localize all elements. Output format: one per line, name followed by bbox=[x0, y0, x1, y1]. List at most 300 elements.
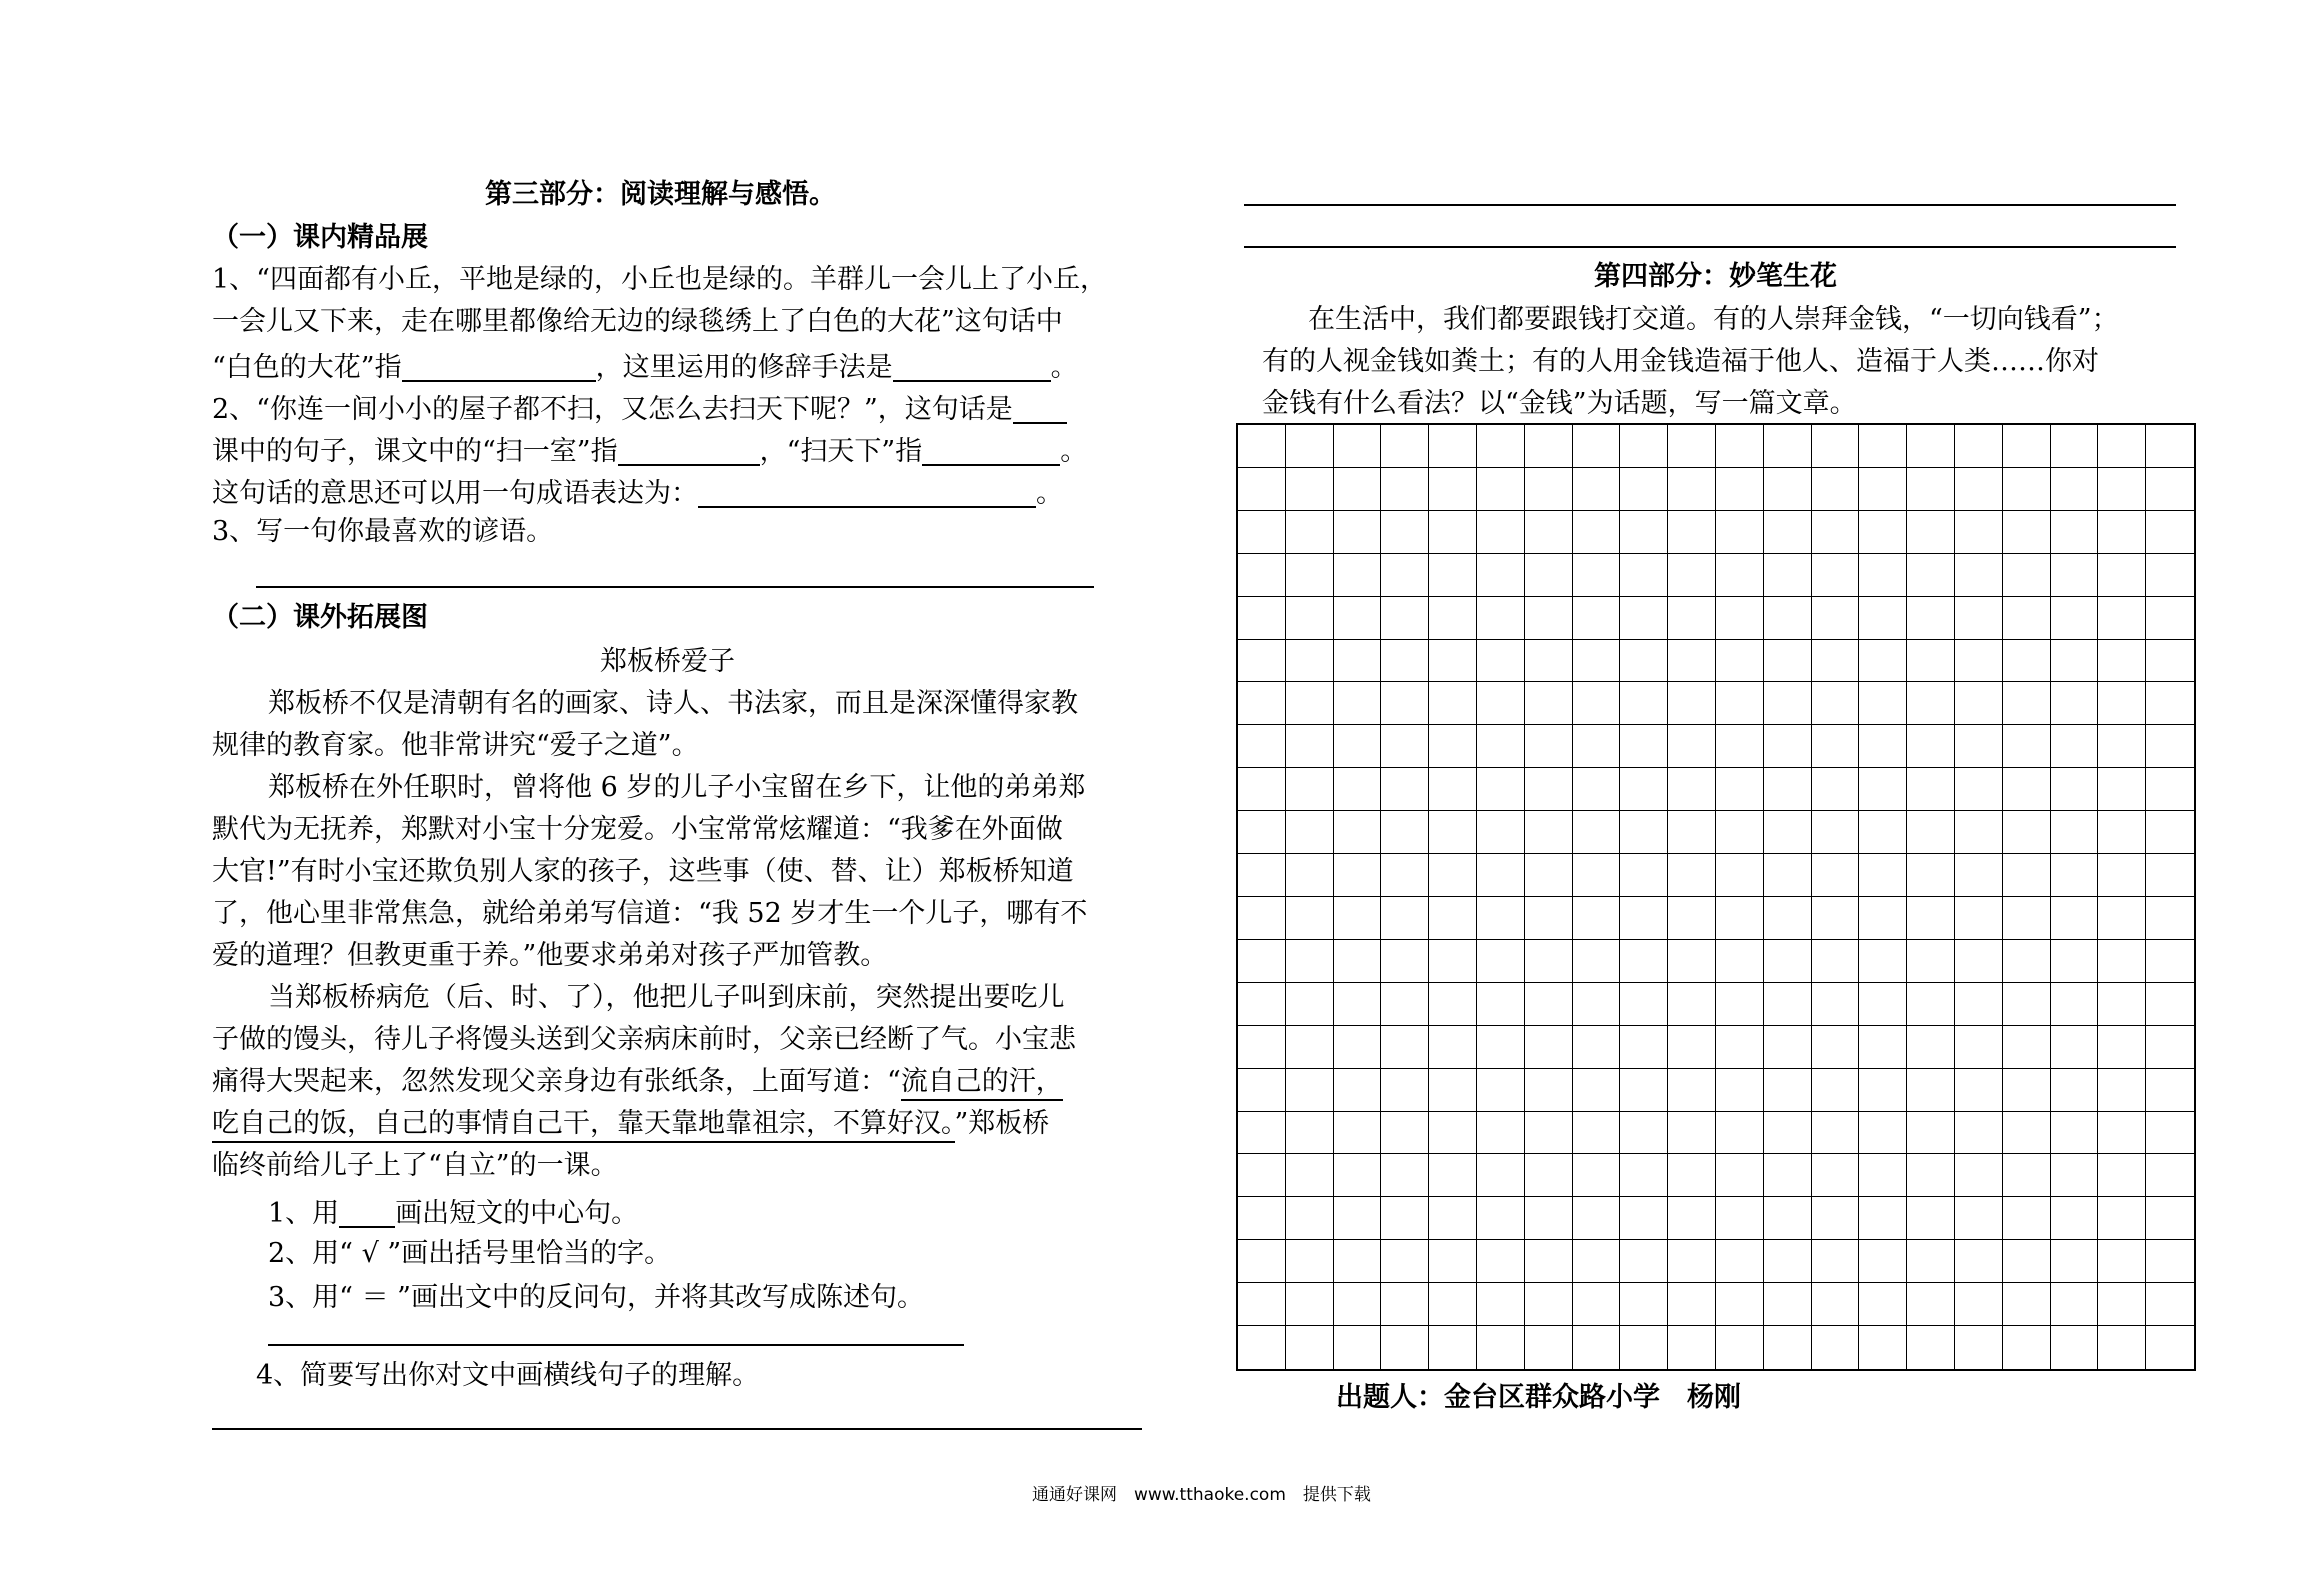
grid-cell[interactable] bbox=[1238, 1112, 1286, 1155]
grid-cell[interactable] bbox=[1716, 1326, 1764, 1369]
grid-cell[interactable] bbox=[2003, 1026, 2051, 1069]
grid-cell[interactable] bbox=[1525, 468, 1573, 511]
grid-cell[interactable] bbox=[2098, 1240, 2146, 1283]
grid-cell[interactable] bbox=[1955, 1283, 2003, 1326]
answer-line-continued-1[interactable] bbox=[1244, 204, 2176, 206]
grid-cell[interactable] bbox=[2051, 1326, 2099, 1369]
grid-cell[interactable] bbox=[1573, 640, 1621, 683]
grid-cell[interactable] bbox=[2051, 1026, 2099, 1069]
grid-cell[interactable] bbox=[1668, 597, 1716, 640]
grid-cell[interactable] bbox=[2051, 983, 2099, 1026]
grid-cell[interactable] bbox=[1286, 1026, 1334, 1069]
grid-cell[interactable] bbox=[1573, 983, 1621, 1026]
grid-cell[interactable] bbox=[1620, 897, 1668, 940]
grid-cell[interactable] bbox=[1716, 554, 1764, 597]
grid-cell[interactable] bbox=[1812, 1283, 1860, 1326]
grid-cell[interactable] bbox=[1859, 1197, 1907, 1240]
grid-cell[interactable] bbox=[1716, 768, 1764, 811]
grid-cell[interactable] bbox=[1668, 468, 1716, 511]
grid-cell[interactable] bbox=[1477, 468, 1525, 511]
grid-cell[interactable] bbox=[1286, 725, 1334, 768]
grid-cell[interactable] bbox=[1381, 1154, 1429, 1197]
grid-cell[interactable] bbox=[2051, 1197, 2099, 1240]
grid-cell[interactable] bbox=[2051, 725, 2099, 768]
grid-cell[interactable] bbox=[1620, 1026, 1668, 1069]
grid-cell[interactable] bbox=[1716, 640, 1764, 683]
grid-cell[interactable] bbox=[1429, 511, 1477, 554]
grid-cell[interactable] bbox=[2003, 811, 2051, 854]
grid-cell[interactable] bbox=[2003, 597, 2051, 640]
grid-cell[interactable] bbox=[1955, 682, 2003, 725]
grid-cell[interactable] bbox=[1907, 1154, 1955, 1197]
answer-blank-idiom[interactable] bbox=[698, 476, 1036, 508]
grid-cell[interactable] bbox=[2003, 983, 2051, 1026]
grid-cell[interactable] bbox=[1859, 1240, 1907, 1283]
grid-cell[interactable] bbox=[2146, 1154, 2194, 1197]
grid-cell[interactable] bbox=[1381, 468, 1429, 511]
grid-cell[interactable] bbox=[2003, 1154, 2051, 1197]
grid-cell[interactable] bbox=[1859, 1283, 1907, 1326]
grid-cell[interactable] bbox=[1668, 511, 1716, 554]
grid-cell[interactable] bbox=[1812, 983, 1860, 1026]
grid-cell[interactable] bbox=[1955, 1326, 2003, 1369]
grid-cell[interactable] bbox=[1620, 1112, 1668, 1155]
grid-cell[interactable] bbox=[1238, 640, 1286, 683]
grid-cell[interactable] bbox=[1238, 768, 1286, 811]
grid-cell[interactable] bbox=[1620, 1283, 1668, 1326]
grid-cell[interactable] bbox=[1238, 854, 1286, 897]
grid-cell[interactable] bbox=[2051, 1069, 2099, 1112]
grid-cell[interactable] bbox=[1573, 725, 1621, 768]
grid-cell[interactable] bbox=[1668, 682, 1716, 725]
grid-cell[interactable] bbox=[1573, 554, 1621, 597]
grid-cell[interactable] bbox=[2098, 983, 2146, 1026]
grid-cell[interactable] bbox=[1477, 1026, 1525, 1069]
grid-cell[interactable] bbox=[2003, 511, 2051, 554]
grid-cell[interactable] bbox=[1334, 682, 1382, 725]
grid-cell[interactable] bbox=[1429, 554, 1477, 597]
grid-cell[interactable] bbox=[1955, 554, 2003, 597]
grid-cell[interactable] bbox=[1668, 768, 1716, 811]
grid-cell[interactable] bbox=[2003, 640, 2051, 683]
grid-cell[interactable] bbox=[1477, 1069, 1525, 1112]
grid-cell[interactable] bbox=[2098, 897, 2146, 940]
grid-cell[interactable] bbox=[1764, 940, 1812, 983]
grid-cell[interactable] bbox=[2146, 682, 2194, 725]
grid-cell[interactable] bbox=[1381, 640, 1429, 683]
grid-cell[interactable] bbox=[1429, 425, 1477, 468]
grid-cell[interactable] bbox=[1955, 768, 2003, 811]
grid-cell[interactable] bbox=[1716, 897, 1764, 940]
grid-cell[interactable] bbox=[1429, 1026, 1477, 1069]
answer-line-understanding[interactable] bbox=[212, 1428, 1142, 1430]
grid-cell[interactable] bbox=[1716, 811, 1764, 854]
grid-cell[interactable] bbox=[1334, 854, 1382, 897]
grid-cell[interactable] bbox=[1525, 511, 1573, 554]
grid-cell[interactable] bbox=[1573, 1026, 1621, 1069]
grid-cell[interactable] bbox=[2051, 1112, 2099, 1155]
grid-cell[interactable] bbox=[1907, 768, 1955, 811]
grid-cell[interactable] bbox=[1812, 468, 1860, 511]
grid-cell[interactable] bbox=[2051, 811, 2099, 854]
grid-cell[interactable] bbox=[1716, 725, 1764, 768]
grid-cell[interactable] bbox=[1429, 1112, 1477, 1155]
grid-cell[interactable] bbox=[2051, 940, 2099, 983]
grid-cell[interactable] bbox=[1812, 897, 1860, 940]
grid-cell[interactable] bbox=[1859, 768, 1907, 811]
grid-cell[interactable] bbox=[1477, 640, 1525, 683]
grid-cell[interactable] bbox=[2146, 425, 2194, 468]
grid-cell[interactable] bbox=[1525, 425, 1573, 468]
grid-cell[interactable] bbox=[1859, 854, 1907, 897]
grid-cell[interactable] bbox=[2146, 1326, 2194, 1369]
grid-cell[interactable] bbox=[1907, 854, 1955, 897]
grid-cell[interactable] bbox=[1859, 1026, 1907, 1069]
grid-cell[interactable] bbox=[2098, 682, 2146, 725]
grid-cell[interactable] bbox=[1573, 897, 1621, 940]
grid-cell[interactable] bbox=[2003, 1197, 2051, 1240]
grid-cell[interactable] bbox=[1429, 597, 1477, 640]
grid-cell[interactable] bbox=[2003, 725, 2051, 768]
grid-cell[interactable] bbox=[1525, 1154, 1573, 1197]
grid-cell[interactable] bbox=[1238, 897, 1286, 940]
grid-cell[interactable] bbox=[1907, 811, 1955, 854]
grid-cell[interactable] bbox=[1907, 1026, 1955, 1069]
grid-cell[interactable] bbox=[1334, 1240, 1382, 1283]
grid-cell[interactable] bbox=[1477, 897, 1525, 940]
grid-cell[interactable] bbox=[1334, 597, 1382, 640]
grid-cell[interactable] bbox=[1429, 1197, 1477, 1240]
grid-cell[interactable] bbox=[1955, 1154, 2003, 1197]
grid-cell[interactable] bbox=[1429, 1326, 1477, 1369]
grid-cell[interactable] bbox=[1429, 725, 1477, 768]
grid-cell[interactable] bbox=[1525, 768, 1573, 811]
grid-cell[interactable] bbox=[1859, 725, 1907, 768]
grid-cell[interactable] bbox=[1764, 1240, 1812, 1283]
grid-cell[interactable] bbox=[1620, 554, 1668, 597]
grid-cell[interactable] bbox=[1477, 725, 1525, 768]
grid-cell[interactable] bbox=[1859, 468, 1907, 511]
grid-cell[interactable] bbox=[1573, 1240, 1621, 1283]
grid-cell[interactable] bbox=[1907, 640, 1955, 683]
grid-cell[interactable] bbox=[2146, 1197, 2194, 1240]
grid-cell[interactable] bbox=[1286, 1197, 1334, 1240]
grid-cell[interactable] bbox=[1764, 1154, 1812, 1197]
grid-cell[interactable] bbox=[1955, 1240, 2003, 1283]
grid-cell[interactable] bbox=[1286, 425, 1334, 468]
grid-cell[interactable] bbox=[1812, 854, 1860, 897]
grid-cell[interactable] bbox=[1668, 1154, 1716, 1197]
grid-cell[interactable] bbox=[2146, 1112, 2194, 1155]
grid-cell[interactable] bbox=[1955, 897, 2003, 940]
grid-cell[interactable] bbox=[1859, 1154, 1907, 1197]
grid-cell[interactable] bbox=[1907, 468, 1955, 511]
grid-cell[interactable] bbox=[1286, 811, 1334, 854]
grid-cell[interactable] bbox=[2098, 554, 2146, 597]
grid-cell[interactable] bbox=[2098, 1326, 2146, 1369]
grid-cell[interactable] bbox=[1859, 597, 1907, 640]
grid-cell[interactable] bbox=[1573, 1112, 1621, 1155]
grid-cell[interactable] bbox=[1668, 1026, 1716, 1069]
grid-cell[interactable] bbox=[1859, 1326, 1907, 1369]
grid-cell[interactable] bbox=[2146, 940, 2194, 983]
grid-cell[interactable] bbox=[1477, 854, 1525, 897]
grid-cell[interactable] bbox=[1334, 1283, 1382, 1326]
grid-cell[interactable] bbox=[1812, 511, 1860, 554]
grid-cell[interactable] bbox=[1238, 1240, 1286, 1283]
grid-cell[interactable] bbox=[1429, 640, 1477, 683]
answer-blank-lesson[interactable] bbox=[1013, 392, 1067, 424]
grid-cell[interactable] bbox=[1859, 682, 1907, 725]
grid-cell[interactable] bbox=[1955, 597, 2003, 640]
grid-cell[interactable] bbox=[1525, 725, 1573, 768]
grid-cell[interactable] bbox=[1334, 640, 1382, 683]
grid-cell[interactable] bbox=[1573, 854, 1621, 897]
grid-cell[interactable] bbox=[2051, 897, 2099, 940]
grid-cell[interactable] bbox=[1716, 1197, 1764, 1240]
grid-cell[interactable] bbox=[1429, 1154, 1477, 1197]
grid-cell[interactable] bbox=[1668, 854, 1716, 897]
grid-cell[interactable] bbox=[1812, 940, 1860, 983]
grid-cell[interactable] bbox=[1716, 511, 1764, 554]
grid-cell[interactable] bbox=[1238, 554, 1286, 597]
grid-cell[interactable] bbox=[2051, 597, 2099, 640]
grid-cell[interactable] bbox=[2098, 811, 2146, 854]
grid-cell[interactable] bbox=[1334, 1069, 1382, 1112]
grid-cell[interactable] bbox=[1812, 682, 1860, 725]
grid-cell[interactable] bbox=[1668, 1112, 1716, 1155]
grid-cell[interactable] bbox=[1907, 1112, 1955, 1155]
grid-cell[interactable] bbox=[2146, 1069, 2194, 1112]
grid-cell[interactable] bbox=[1955, 1197, 2003, 1240]
grid-cell[interactable] bbox=[2146, 1026, 2194, 1069]
grid-cell[interactable] bbox=[1477, 425, 1525, 468]
grid-cell[interactable] bbox=[1716, 940, 1764, 983]
grid-cell[interactable] bbox=[2098, 940, 2146, 983]
grid-cell[interactable] bbox=[1238, 597, 1286, 640]
grid-cell[interactable] bbox=[2098, 468, 2146, 511]
grid-cell[interactable] bbox=[1381, 554, 1429, 597]
grid-cell[interactable] bbox=[1334, 1112, 1382, 1155]
grid-cell[interactable] bbox=[2146, 983, 2194, 1026]
grid-cell[interactable] bbox=[1334, 1326, 1382, 1369]
grid-cell[interactable] bbox=[1286, 1112, 1334, 1155]
grid-cell[interactable] bbox=[1812, 1197, 1860, 1240]
grid-cell[interactable] bbox=[2146, 854, 2194, 897]
grid-cell[interactable] bbox=[1381, 511, 1429, 554]
grid-cell[interactable] bbox=[1334, 1197, 1382, 1240]
grid-cell[interactable] bbox=[1668, 1326, 1716, 1369]
grid-cell[interactable] bbox=[1429, 1069, 1477, 1112]
grid-cell[interactable] bbox=[1381, 682, 1429, 725]
grid-cell[interactable] bbox=[2051, 468, 2099, 511]
grid-cell[interactable] bbox=[1334, 468, 1382, 511]
grid-cell[interactable] bbox=[1668, 1069, 1716, 1112]
grid-cell[interactable] bbox=[2098, 1026, 2146, 1069]
grid-cell[interactable] bbox=[1955, 1112, 2003, 1155]
grid-cell[interactable] bbox=[2146, 725, 2194, 768]
grid-cell[interactable] bbox=[1381, 1112, 1429, 1155]
grid-cell[interactable] bbox=[1812, 1069, 1860, 1112]
grid-cell[interactable] bbox=[2098, 511, 2146, 554]
grid-cell[interactable] bbox=[1286, 1069, 1334, 1112]
grid-cell[interactable] bbox=[1955, 1069, 2003, 1112]
grid-cell[interactable] bbox=[1764, 682, 1812, 725]
grid-cell[interactable] bbox=[1286, 1154, 1334, 1197]
grid-cell[interactable] bbox=[1716, 1240, 1764, 1283]
grid-cell[interactable] bbox=[2003, 897, 2051, 940]
grid-cell[interactable] bbox=[2003, 940, 2051, 983]
grid-cell[interactable] bbox=[1525, 1069, 1573, 1112]
grid-cell[interactable] bbox=[2098, 1197, 2146, 1240]
grid-cell[interactable] bbox=[1429, 1240, 1477, 1283]
grid-cell[interactable] bbox=[1812, 1112, 1860, 1155]
grid-cell[interactable] bbox=[1668, 1240, 1716, 1283]
grid-cell[interactable] bbox=[2003, 1240, 2051, 1283]
grid-cell[interactable] bbox=[1859, 940, 1907, 983]
grid-cell[interactable] bbox=[1907, 725, 1955, 768]
grid-cell[interactable] bbox=[1668, 425, 1716, 468]
grid-cell[interactable] bbox=[2003, 854, 2051, 897]
grid-cell[interactable] bbox=[1334, 725, 1382, 768]
grid-cell[interactable] bbox=[1764, 897, 1812, 940]
grid-cell[interactable] bbox=[1573, 940, 1621, 983]
grid-cell[interactable] bbox=[2051, 640, 2099, 683]
grid-cell[interactable] bbox=[1955, 468, 2003, 511]
grid-cell[interactable] bbox=[1525, 1240, 1573, 1283]
grid-cell[interactable] bbox=[2003, 1069, 2051, 1112]
grid-cell[interactable] bbox=[1477, 597, 1525, 640]
grid-cell[interactable] bbox=[1429, 854, 1477, 897]
grid-cell[interactable] bbox=[1859, 811, 1907, 854]
grid-cell[interactable] bbox=[1573, 511, 1621, 554]
grid-cell[interactable] bbox=[2098, 768, 2146, 811]
grid-cell[interactable] bbox=[2098, 854, 2146, 897]
grid-cell[interactable] bbox=[1907, 425, 1955, 468]
grid-cell[interactable] bbox=[2098, 425, 2146, 468]
grid-cell[interactable] bbox=[1477, 1154, 1525, 1197]
grid-cell[interactable] bbox=[1955, 940, 2003, 983]
grid-cell[interactable] bbox=[1238, 1069, 1286, 1112]
grid-cell[interactable] bbox=[1812, 597, 1860, 640]
grid-cell[interactable] bbox=[1334, 1154, 1382, 1197]
grid-cell[interactable] bbox=[1429, 940, 1477, 983]
grid-cell[interactable] bbox=[1620, 1326, 1668, 1369]
grid-cell[interactable] bbox=[1238, 811, 1286, 854]
grid-cell[interactable] bbox=[1620, 1069, 1668, 1112]
grid-cell[interactable] bbox=[1620, 1240, 1668, 1283]
grid-cell[interactable] bbox=[2051, 1240, 2099, 1283]
grid-cell[interactable] bbox=[2003, 425, 2051, 468]
grid-cell[interactable] bbox=[2051, 1283, 2099, 1326]
answer-blank-sweep-world[interactable] bbox=[922, 434, 1060, 466]
grid-cell[interactable] bbox=[1286, 468, 1334, 511]
grid-cell[interactable] bbox=[1381, 1326, 1429, 1369]
answer-line-proverb[interactable] bbox=[256, 586, 1094, 588]
grid-cell[interactable] bbox=[1859, 511, 1907, 554]
grid-cell[interactable] bbox=[1764, 1069, 1812, 1112]
grid-cell[interactable] bbox=[1859, 897, 1907, 940]
grid-cell[interactable] bbox=[1764, 511, 1812, 554]
grid-cell[interactable] bbox=[1955, 983, 2003, 1026]
grid-cell[interactable] bbox=[1238, 1197, 1286, 1240]
grid-cell[interactable] bbox=[2098, 1154, 2146, 1197]
grid-cell[interactable] bbox=[1525, 1112, 1573, 1155]
grid-cell[interactable] bbox=[1620, 682, 1668, 725]
grid-cell[interactable] bbox=[2003, 1112, 2051, 1155]
grid-cell[interactable] bbox=[1238, 725, 1286, 768]
grid-cell[interactable] bbox=[1238, 1154, 1286, 1197]
grid-cell[interactable] bbox=[1668, 811, 1716, 854]
grid-cell[interactable] bbox=[1381, 983, 1429, 1026]
grid-cell[interactable] bbox=[1573, 768, 1621, 811]
grid-cell[interactable] bbox=[2003, 682, 2051, 725]
grid-cell[interactable] bbox=[1334, 425, 1382, 468]
grid-cell[interactable] bbox=[1716, 425, 1764, 468]
grid-cell[interactable] bbox=[1381, 1197, 1429, 1240]
grid-cell[interactable] bbox=[1238, 425, 1286, 468]
grid-cell[interactable] bbox=[2098, 1069, 2146, 1112]
grid-cell[interactable] bbox=[1429, 983, 1477, 1026]
grid-cell[interactable] bbox=[1381, 597, 1429, 640]
grid-cell[interactable] bbox=[1716, 854, 1764, 897]
grid-cell[interactable] bbox=[1716, 1069, 1764, 1112]
grid-cell[interactable] bbox=[2003, 1283, 2051, 1326]
grid-cell[interactable] bbox=[2051, 768, 2099, 811]
grid-cell[interactable] bbox=[1286, 1283, 1334, 1326]
grid-cell[interactable] bbox=[1812, 768, 1860, 811]
grid-cell[interactable] bbox=[1381, 425, 1429, 468]
grid-cell[interactable] bbox=[1334, 983, 1382, 1026]
grid-cell[interactable] bbox=[1286, 682, 1334, 725]
grid-cell[interactable] bbox=[1620, 768, 1668, 811]
grid-cell[interactable] bbox=[2051, 511, 2099, 554]
grid-cell[interactable] bbox=[1381, 768, 1429, 811]
grid-cell[interactable] bbox=[1334, 554, 1382, 597]
grid-cell[interactable] bbox=[1286, 554, 1334, 597]
grid-cell[interactable] bbox=[1620, 983, 1668, 1026]
grid-cell[interactable] bbox=[1238, 682, 1286, 725]
grid-cell[interactable] bbox=[1573, 1326, 1621, 1369]
grid-cell[interactable] bbox=[1716, 1154, 1764, 1197]
grid-cell[interactable] bbox=[1620, 940, 1668, 983]
grid-cell[interactable] bbox=[2051, 682, 2099, 725]
grid-cell[interactable] bbox=[1716, 983, 1764, 1026]
grid-cell[interactable] bbox=[2003, 468, 2051, 511]
grid-cell[interactable] bbox=[1573, 597, 1621, 640]
grid-cell[interactable] bbox=[1525, 1326, 1573, 1369]
grid-cell[interactable] bbox=[1907, 897, 1955, 940]
grid-cell[interactable] bbox=[1668, 940, 1716, 983]
grid-cell[interactable] bbox=[1525, 554, 1573, 597]
grid-cell[interactable] bbox=[1812, 725, 1860, 768]
grid-cell[interactable] bbox=[1859, 640, 1907, 683]
answer-blank-white-flowers[interactable] bbox=[402, 350, 596, 382]
grid-cell[interactable] bbox=[1429, 897, 1477, 940]
grid-cell[interactable] bbox=[1525, 897, 1573, 940]
grid-cell[interactable] bbox=[1286, 640, 1334, 683]
grid-cell[interactable] bbox=[1955, 640, 2003, 683]
grid-cell[interactable] bbox=[1716, 1283, 1764, 1326]
grid-cell[interactable] bbox=[2146, 897, 2194, 940]
grid-cell[interactable] bbox=[1620, 811, 1668, 854]
grid-cell[interactable] bbox=[2146, 468, 2194, 511]
grid-cell[interactable] bbox=[1477, 554, 1525, 597]
grid-cell[interactable] bbox=[1477, 1326, 1525, 1369]
grid-cell[interactable] bbox=[1334, 897, 1382, 940]
grid-cell[interactable] bbox=[1525, 854, 1573, 897]
grid-cell[interactable] bbox=[1334, 511, 1382, 554]
